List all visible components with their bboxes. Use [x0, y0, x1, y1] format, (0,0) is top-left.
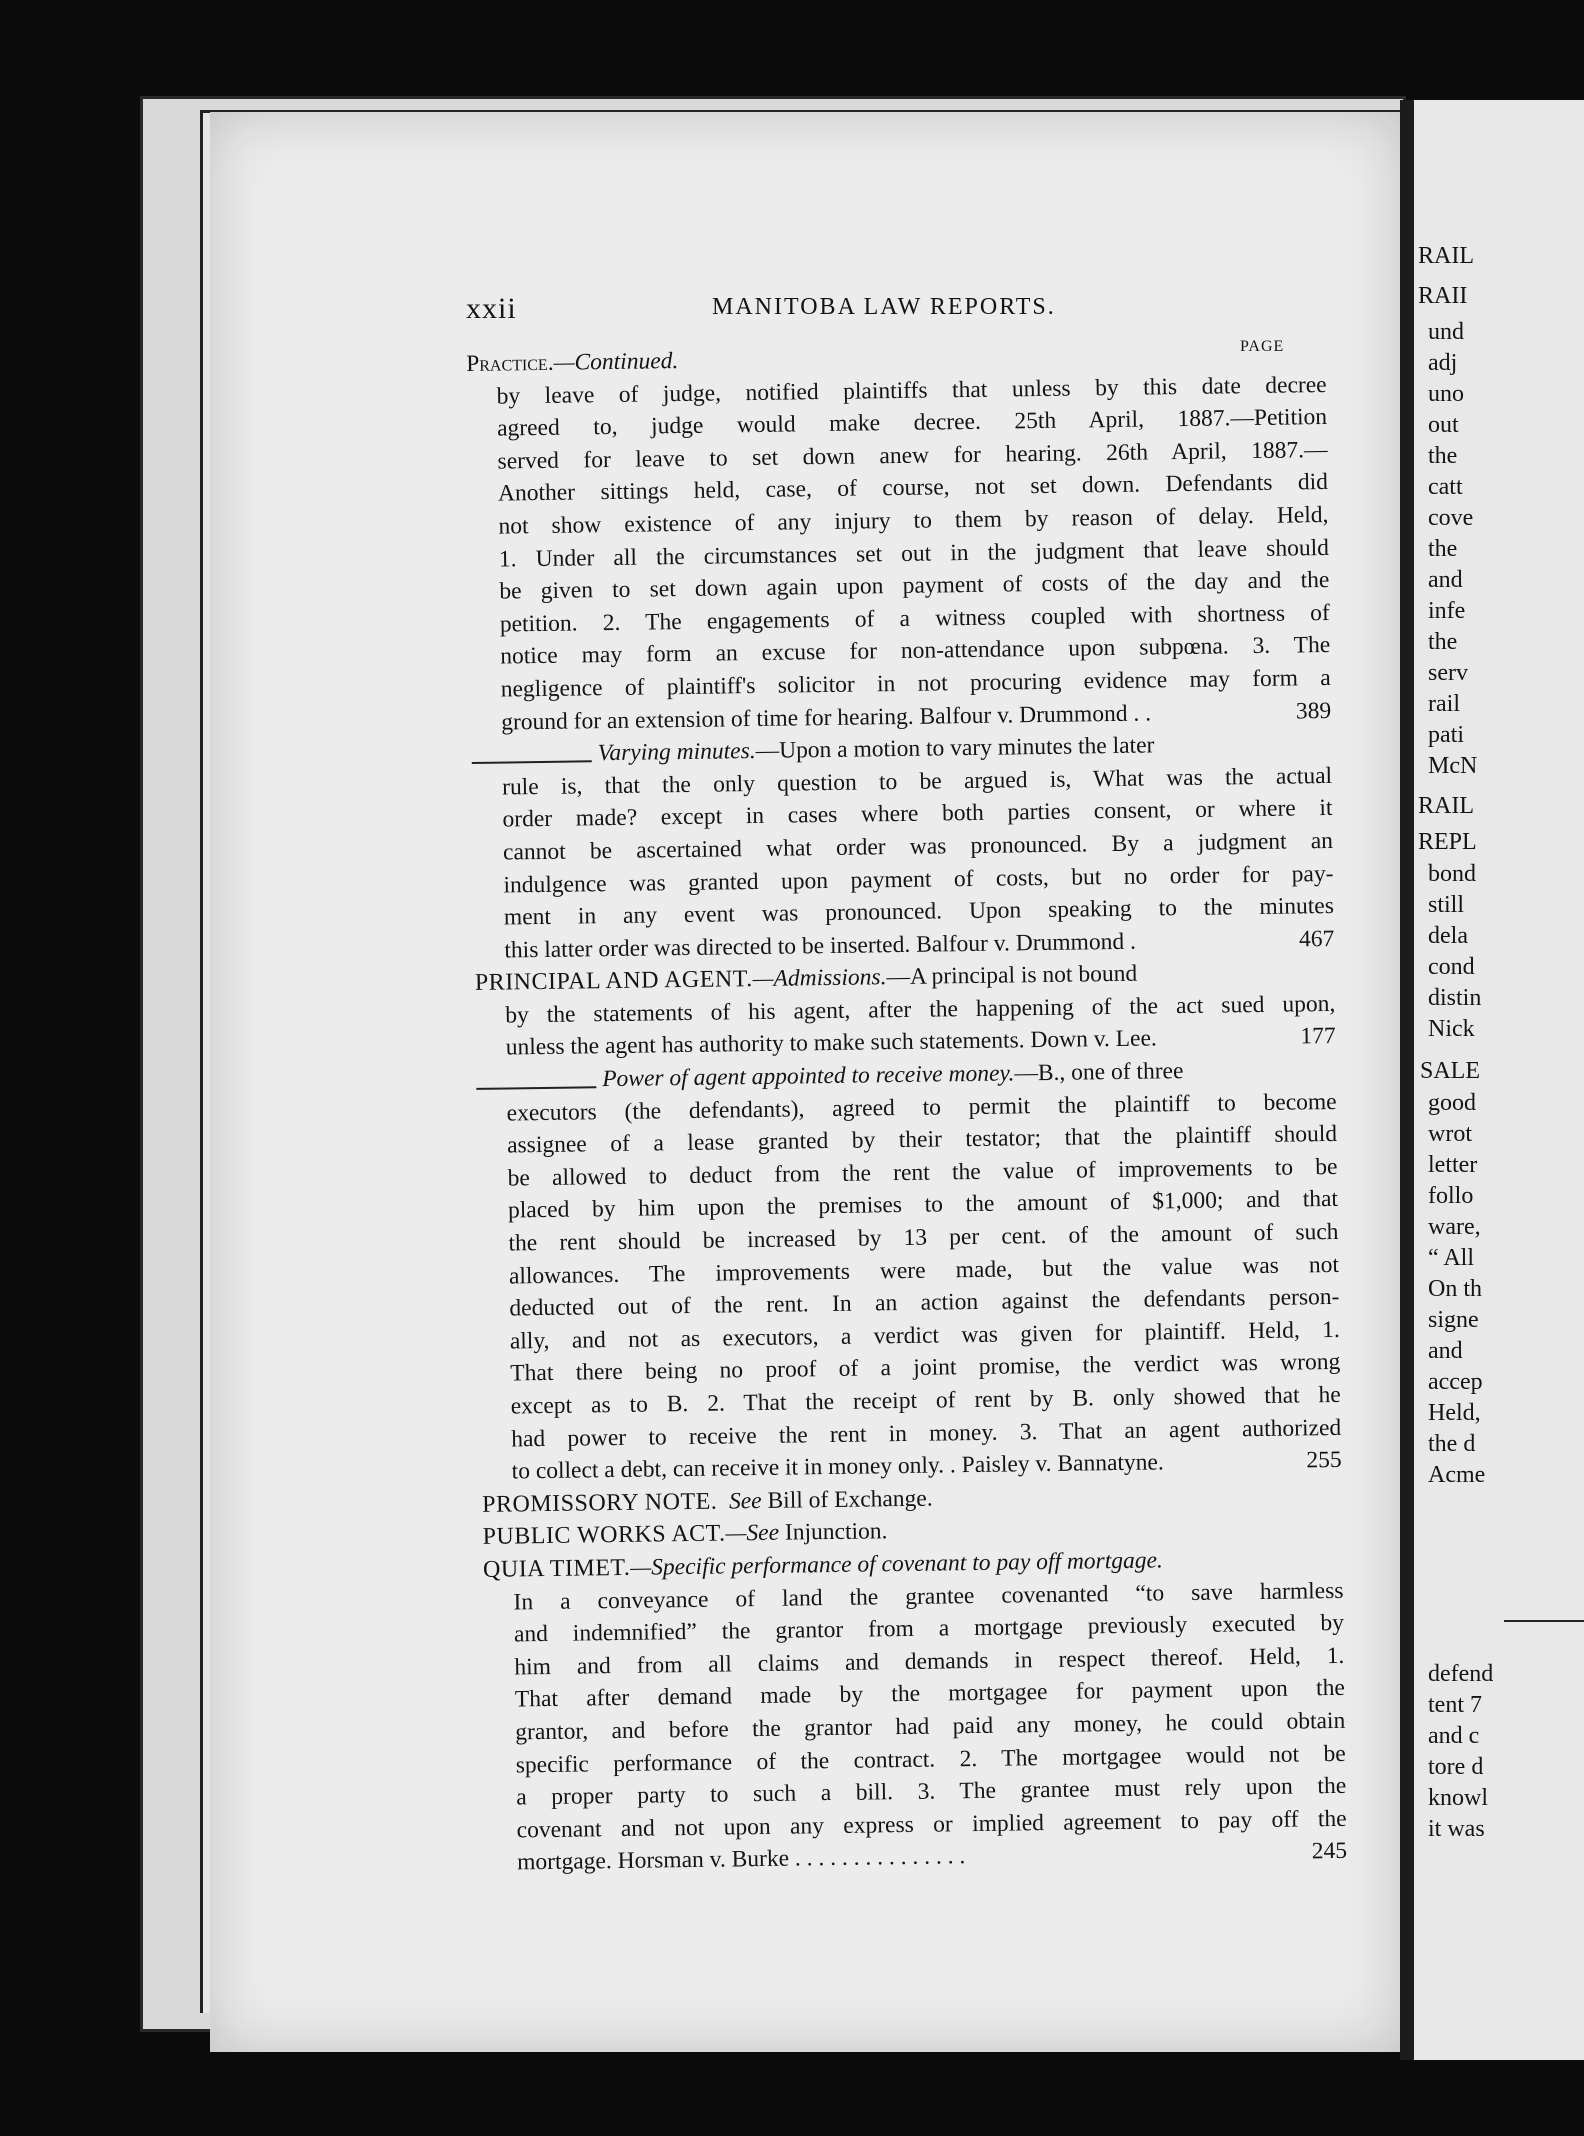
entry-text-line: executors (the defendants), agreed to permit the plaintiff to become — [506, 1088, 1337, 1127]
right-page-fragment: good — [1428, 1090, 1476, 1116]
right-page-fragment: adj — [1428, 350, 1458, 376]
entry-text-line: order made? except in cases where both parties consent, or where it — [502, 795, 1333, 833]
right-page-fragment: infe — [1428, 598, 1466, 624]
right-page-fragment: REPL — [1418, 829, 1477, 855]
right-page-fragment: tore d — [1428, 1754, 1484, 1780]
ditto-rule — [471, 729, 591, 763]
entry-heading-tail: —Admissions. — [752, 964, 887, 993]
right-page-fragment: dela — [1428, 923, 1468, 949]
running-title: MANITOBA LAW REPORTS. — [712, 294, 1056, 320]
right-page-fragment: knowl — [1428, 1785, 1488, 1811]
entry-citation: this latter order was directed to be inserted. Balfour v. Drummond . — [504, 928, 1137, 964]
right-page-fragment: it was — [1428, 1816, 1485, 1842]
right-page-fragment: SALE — [1420, 1058, 1480, 1084]
right-page-fragment: “ All — [1428, 1245, 1474, 1271]
entry-text-line: assignee of a lease granted by their testator; that the plaintiff should — [506, 1121, 1338, 1159]
entry-text-line: and indemnified” the grantor from a mortgage previously executed by — [513, 1610, 1345, 1648]
right-page-fragment: catt — [1428, 474, 1463, 500]
right-page-fragment: and — [1428, 1338, 1463, 1364]
entry-first-text: —A principal is not bound — [886, 960, 1138, 991]
entry-text-line: served for leave to set down anew for hearing. 26th April, 1887.— — [497, 436, 1328, 475]
entry-varying-minutes-lines — [472, 760, 1334, 935]
right-page-fragment: On th — [1428, 1276, 1482, 1302]
right-page-fragment: follo — [1428, 1183, 1474, 1209]
entry-text-line: ment in any event was pronounced. Upon speaking to the minutes — [503, 893, 1335, 931]
cross-reference: Bill of Exchange. — [767, 1485, 933, 1514]
entry-text-line: be given to set down again upon payment of costs of the day and the — [499, 567, 1330, 605]
right-page-fragment: RAIL — [1418, 793, 1474, 819]
entry-text-line: petition. 2. The engagements of a witness coupled with shortness of — [499, 599, 1330, 638]
right-page-fragment: the — [1428, 443, 1458, 469]
right-page-fragment: and — [1428, 567, 1463, 593]
entry-heading-tail: —Specific performance of covenant to pay off mortgage. — [630, 1547, 1164, 1581]
right-page-fragment: RAIL — [1418, 243, 1474, 269]
entry-first-text: —Upon a motion to vary minutes the later — [755, 732, 1155, 765]
right-page-fragment: ware, — [1428, 1214, 1481, 1240]
entry-heading: PRINCIPAL AND AGENT. — [474, 966, 753, 997]
entry-text-line: by the statements of his agent, after the happening of the act sued upon, — [505, 990, 1336, 1029]
right-page-fragment: accep — [1428, 1369, 1483, 1395]
entry-text-line: grantor, and before the grantor had paid any money, he could obtain — [515, 1707, 1346, 1746]
right-page-fragment: uno — [1428, 381, 1464, 407]
right-page-fragment: distin — [1428, 985, 1482, 1011]
page-number: 389 — [1295, 697, 1332, 724]
right-page-fragment: cond — [1428, 954, 1475, 980]
index-body — [466, 336, 1347, 1880]
entry-text-line: covenant and not upon any express or implied agreement to pay off the — [516, 1805, 1347, 1844]
entry-text-line: 1. Under all the circumstances set out in the judgment that leave should — [498, 534, 1330, 573]
entry-citation: unless the agent has authority to make such statements. Down v. Lee. — [505, 1025, 1157, 1061]
entry-power-of-agent-lines — [476, 1086, 1341, 1457]
right-page-fragment: signe — [1428, 1307, 1479, 1333]
entry-citation: to collect a debt, can receive it in money only. . Paisley v. Bannatyne. — [511, 1449, 1164, 1485]
right-page-fragment: pati — [1428, 722, 1464, 748]
entry-first-text: —B., one of three — [1014, 1058, 1184, 1087]
entry-text-line: allowances. The improvements were made, but the value was not — [508, 1251, 1340, 1290]
entry-heading: Practice. — [466, 349, 554, 377]
entry-text-line: cannot be ascertained what order was pronounced. By a judgment an — [502, 827, 1334, 866]
page-number: 467 — [1298, 925, 1335, 953]
right-page-fragment: the — [1428, 629, 1458, 655]
entry-text-line: notice may form an excuse for non-attendance upon subpœna. 3. The — [500, 632, 1331, 670]
entry-text-line: In a conveyance of land the grantee covenanted “to save harmless — [513, 1577, 1344, 1616]
right-page-fragment: wrot — [1428, 1121, 1472, 1147]
entry-subheading: Power of agent appointed to receive money. — [602, 1060, 1015, 1093]
entry-citation: ground for an extension of time for hearing. Balfour v. Drummond . . — [501, 700, 1152, 736]
right-page-fragment: the d — [1428, 1431, 1476, 1457]
entry-text-line: be allowed to deduct from the rent the value of improvements to be — [507, 1153, 1338, 1192]
page-number: 177 — [1300, 1023, 1336, 1050]
right-page-rule — [1504, 1620, 1584, 1622]
right-page-fragment: defend — [1428, 1661, 1494, 1687]
entry-text-line: him and from all claims and demands in respect thereof. Held, 1. — [514, 1642, 1345, 1681]
right-page-fragment: the — [1428, 536, 1458, 562]
entry-text-line: rule is, that the only question to be argued is, What was the actual — [501, 762, 1333, 801]
entry-text-line: ally, and not as executors, a verdict was given for plaintiff. Held, 1. — [509, 1316, 1340, 1355]
entry-heading: PUBLIC WORKS ACT. — [482, 1520, 726, 1551]
entry-text-line: specific performance of the contract. 2. The mortgagee would not be — [515, 1740, 1346, 1778]
entry-text-line: deducted out of the rent. In an action against the defendants person- — [509, 1284, 1340, 1322]
entry-practice-lines — [466, 369, 1330, 707]
entry-text-line: Another sittings held, case, of course, not set down. Defendants did — [497, 469, 1329, 507]
right-page-fragment: serv — [1428, 660, 1468, 686]
right-page-fragment: Nick — [1428, 1016, 1475, 1042]
entry-text-line: not show existence of any injury to them by reason of delay. Held, — [498, 501, 1329, 540]
right-page-fragment: Held, — [1428, 1400, 1481, 1426]
entry-text-line: by leave of judge, notified plaintiffs that unless by this date decree — [496, 371, 1327, 410]
entry-text-line: except as to B. 2. That the receipt of rent by B. only showed that he — [510, 1381, 1341, 1420]
right-page-fragment: rail — [1428, 691, 1460, 717]
entry-heading-tail: —Continued. — [553, 348, 679, 376]
folio-number: xxii — [466, 292, 517, 325]
entry-heading: QUIA TIMET. — [482, 1554, 631, 1583]
entry-citation: mortgage. Horsman v. Burke . . . . . . . . . . . . . . . — [516, 1843, 966, 1876]
entry-text-line: negligence of plaintiff's solicitor in not procuring evidence may form a — [500, 664, 1331, 703]
see-label: See — [728, 1487, 762, 1515]
right-page-edge — [1414, 100, 1584, 2060]
right-page-fragment: und — [1428, 319, 1464, 345]
right-page-fragment: cove — [1428, 505, 1474, 531]
cross-reference: Injunction. — [784, 1518, 888, 1547]
page-number: 255 — [1306, 1447, 1342, 1474]
entry-text-line: placed by him upon the premises to the amount of $1,000; and that — [507, 1186, 1339, 1224]
right-page-fragment: RAII — [1418, 283, 1468, 309]
entry-quia-timet-lines — [483, 1574, 1347, 1847]
right-page-fragment: still — [1428, 892, 1465, 918]
entry-text-line: That after demand made by the mortgagee for payment upon the — [514, 1675, 1345, 1713]
entry-text-line: agreed to, judge would make decree. 25th April, 1887.—Petition — [496, 404, 1328, 442]
entry-heading: PROMISSORY NOTE. — [481, 1488, 718, 1518]
entry-subheading: Varying minutes. — [597, 738, 756, 767]
book-gutter — [1400, 100, 1414, 2060]
page-column-label: PAGE — [1240, 338, 1285, 355]
entry-text-line: indulgence was granted upon payment of costs, but no order for pay- — [503, 860, 1334, 899]
see-label: —See — [725, 1520, 780, 1547]
right-page-fragment: Acme — [1428, 1462, 1486, 1488]
entry-text-line: the rent should be increased by 13 per cent. of the amount of such — [508, 1218, 1339, 1257]
right-page-fragment: and c — [1428, 1723, 1480, 1749]
ditto-rule — [476, 1055, 596, 1089]
page-number: 245 — [1311, 1838, 1348, 1865]
page-header — [466, 288, 1326, 355]
right-page-fragment: letter — [1428, 1152, 1478, 1178]
right-page-fragment: tent 7 — [1428, 1692, 1482, 1718]
right-page-fragment: out — [1428, 412, 1459, 438]
right-page-fragment: McN — [1428, 753, 1478, 779]
right-page-fragment: bond — [1428, 861, 1476, 887]
entry-text-line: had power to receive the rent in money. 3. That an agent authorized — [511, 1414, 1342, 1453]
entry-text-line: a proper party to such a bill. 3. The grantee must rely upon the — [516, 1772, 1347, 1811]
entry-text-line: That there being no proof of a joint promise, the verdict was wrong — [510, 1349, 1341, 1387]
